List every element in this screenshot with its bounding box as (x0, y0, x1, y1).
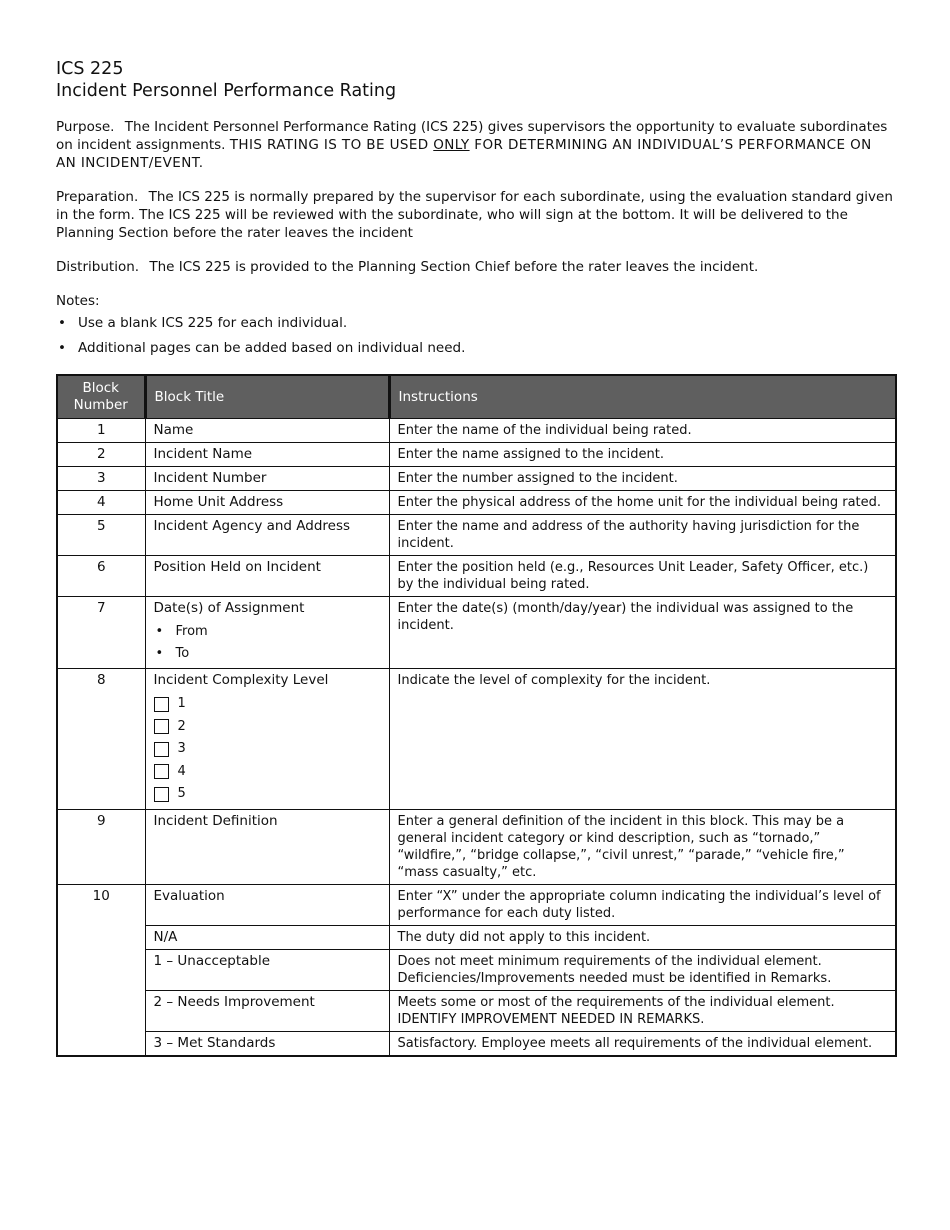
block-title-cell (145, 669, 389, 810)
block-number: 2 (57, 443, 145, 467)
block-instructions: Enter the number assigned to the incident. (389, 467, 896, 491)
evaluation-rating: N/A (145, 925, 389, 949)
block-number: 1 (57, 419, 145, 443)
notes-list (56, 314, 894, 357)
distribution-text: The ICS 225 is provided to the Planning Section Chief before the rater leaves the incident. (149, 259, 759, 275)
block-number: 6 (57, 556, 145, 597)
block-number: 3 (57, 467, 145, 491)
block-number: 4 (57, 491, 145, 515)
note-item: • Additional pages can be added based on individual need. (56, 339, 894, 357)
block-instructions: Enter “X” under the appropriate column indicating the individual’s level of performance for each duty listed. (389, 884, 896, 925)
evaluation-description: Meets some or most of the requirements of the individual element. IDENTIFY IMPROVEMENT NEEDED IN REMARKS. (389, 990, 896, 1031)
preparation-paragraph (56, 188, 894, 242)
table-row (57, 491, 896, 515)
block-number: 5 (57, 515, 145, 556)
block-instructions: Enter the name and address of the authority having jurisdiction for the incident. (389, 515, 896, 556)
header-instructions: Instructions (389, 375, 896, 419)
block-title: Incident Name (145, 443, 389, 467)
block-instructions: Indicate the level of complexity for the incident. (389, 669, 896, 810)
block-title: Home Unit Address (145, 491, 389, 515)
complexity-level-options (154, 693, 381, 806)
block-title: Incident Definition (145, 809, 389, 884)
block-number: 8 (57, 669, 145, 810)
block-instructions: Enter the name of the individual being rated. (389, 419, 896, 443)
preparation-label: Preparation. (56, 189, 139, 205)
distribution-label: Distribution. (56, 259, 140, 275)
table-row (57, 669, 896, 810)
date-from-item: • From (154, 621, 381, 643)
date-to-item: • To (154, 643, 381, 665)
block-instructions: Enter a general definition of the incident in this block. This may be a general incident category or kind description, such as “tornado,” “wildfire,”, “bridge collapse,”, “civil unrest,” “parade,” “vehicle fire,” “mass casualty,” etc. (389, 809, 896, 884)
table-header-row (57, 375, 896, 419)
evaluation-description: The duty did not apply to this incident. (389, 925, 896, 949)
header-block-title: Block Title (145, 375, 389, 419)
table-row (57, 515, 896, 556)
block-number: 10 (57, 884, 145, 1056)
block-number: 7 (57, 597, 145, 669)
block-title-cell (145, 597, 389, 669)
evaluation-rating: 2 – Needs Improvement (145, 990, 389, 1031)
purpose-paragraph (56, 118, 894, 172)
block-title: Date(s) of Assignment (153, 600, 305, 616)
block-title: Incident Agency and Address (145, 515, 389, 556)
table-row (57, 597, 896, 669)
preparation-text: The ICS 225 is normally prepared by the supervisor for each subordinate, using the evaluation standard given in the form. The ICS 225 will be reviewed with the subordinate, who will sign at the bottom. It will be delivered to the Planning Section before the rater leaves the incident (56, 189, 893, 241)
block-title: Incident Complexity Level (153, 672, 329, 688)
table-row (57, 443, 896, 467)
evaluation-rating: 3 – Met Standards (145, 1031, 389, 1056)
notes-heading: Notes: (56, 293, 100, 309)
evaluation-row (57, 925, 896, 949)
block-instructions: Enter the date(s) (month/day/year) the individual was assigned to the incident. (389, 597, 896, 669)
form-id: ICS 225 (56, 59, 124, 79)
table-row (57, 467, 896, 491)
checkbox-icon[interactable] (154, 787, 169, 802)
evaluation-rating: 1 – Unacceptable (145, 949, 389, 990)
purpose-label: Purpose. (56, 119, 115, 135)
complexity-option[interactable]: 2 (154, 716, 381, 739)
complexity-option[interactable]: 3 (154, 738, 381, 761)
checkbox-icon[interactable] (154, 764, 169, 779)
complexity-option[interactable]: 1 (154, 693, 381, 716)
table-row (57, 884, 896, 925)
evaluation-row (57, 949, 896, 990)
purpose-text: The Incident Personnel Performance Rating (ICS 225) gives supervisors the opportunity to evaluate subordinates on incident assignments. (56, 119, 888, 153)
block-instructions-table (56, 374, 897, 1057)
table-row (57, 419, 896, 443)
checkbox-icon[interactable] (154, 719, 169, 734)
block-instructions: Enter the physical address of the home unit for the individual being rated. (389, 491, 896, 515)
block-title: Position Held on Incident (145, 556, 389, 597)
evaluation-description: Satisfactory. Employee meets all requirements of the individual element. (389, 1031, 896, 1056)
checkbox-icon[interactable] (154, 742, 169, 757)
distribution-paragraph (56, 258, 894, 276)
evaluation-row (57, 1031, 896, 1056)
assignment-dates-list (154, 621, 381, 665)
purpose-only: ONLY (433, 137, 470, 153)
note-item: • Use a blank ICS 225 for each individual. (56, 314, 894, 332)
block-title: Incident Number (145, 467, 389, 491)
form-title: Incident Personnel Performance Rating (56, 81, 397, 101)
evaluation-row (57, 990, 896, 1031)
table-row (57, 809, 896, 884)
header-block-number: Block Number (57, 375, 145, 419)
block-title: Name (145, 419, 389, 443)
checkbox-icon[interactable] (154, 697, 169, 712)
complexity-option[interactable]: 4 (154, 761, 381, 784)
block-instructions: Enter the position held (e.g., Resources Unit Leader, Safety Officer, etc.) by the individual being rated. (389, 556, 896, 597)
block-instructions: Enter the name assigned to the incident. (389, 443, 896, 467)
complexity-option[interactable]: 5 (154, 783, 381, 806)
evaluation-description: Does not meet minimum requirements of the individual element. Deficiencies/Improvements needed must be identified in Remarks. (389, 949, 896, 990)
purpose-caps: THIS RATING IS TO BE USED ONLY FOR DETERMINING AN INDIVIDUAL’S PERFORMANCE ON AN INCIDENT/EVENT. (56, 137, 872, 171)
table-row (57, 556, 896, 597)
block-title: Evaluation (145, 884, 389, 925)
block-number: 9 (57, 809, 145, 884)
